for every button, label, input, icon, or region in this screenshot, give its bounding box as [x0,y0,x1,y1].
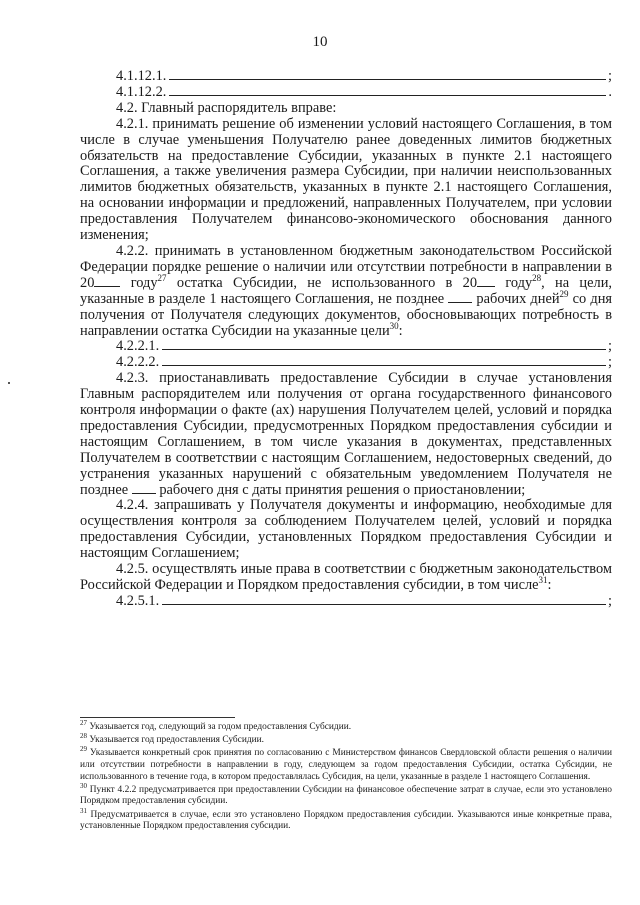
item-number: 4.2.2.2. [116,354,160,371]
paragraph-4-2-4: 4.2.4. запрашивать у Получателя документы и информацию, необходимые для осуществления контроля за соблюдением Получателем целей, условий и порядка предоставления Субсидии, установленных Порядком предоставления Субсидии и настоящим Соглашением; [80,497,612,562]
text-part: 4.2.5. осуществлять иные права в соответствии с бюджетным законодательством Российской Федерации и Порядком предоставления субсидии, в том числе [80,561,612,593]
footnote-text: Пункт 4.2.2 предусматривается при предоставлении Субсидии на финансовое обеспечение затрат в случае, если это установлено Порядком предоставления субсидии. [80,784,612,807]
paragraph-4-2-2 [80,244,612,339]
footnote [80,718,612,734]
text-part: остатка Субсидии, не использованного в 20 [166,274,478,291]
margin-mark [8,382,10,384]
footnote [80,732,612,747]
line-end: ; [608,68,612,84]
fill-in-rule [169,95,606,96]
footnote-text: Указывается год, следующий за годом предоставления Субсидии. [87,722,352,732]
text-part: : [398,322,403,339]
text-part: , на цели, указанные в разделе 1 настоящего Соглашения, не позднее [80,274,612,307]
footnote-text: Указывается конкретный срок принятия по согласованию с Министерством финансов Свердловской области решения о наличии или отсутствии потребности в направлении в году, следующем за годом предоставления Субсидии, остатка Субсидии, не использованного в течение года, в котором предоставлялась Субсидия, на цели, указанные в разделе 1 настоящего Соглашения. [80,748,612,782]
paragraph-4-2-3 [80,371,612,498]
fill-in-rule [162,365,606,366]
blank-line-4-2-5-1 [80,594,612,610]
line-end: ; [608,354,612,371]
year-blank [94,286,120,287]
page-number: 10 [312,34,328,50]
days-blank [132,493,156,494]
fill-in-rule [162,349,606,350]
footnotes [80,718,612,834]
text-part: 4.2.3. приостанавливать предоставление Субсидии в случае установления Главным распорядителем или получения от органа государственного финансового контроля информации о факте (ах) нарушения Получателем целей, условий и порядка предоставления Субсидии, предусмотренных Порядком предоставления субсидии и настоящим Соглашением, в том числе указания в документах, представленных Получателем в соответствии с настоящим Соглашением, недостоверных сведений, до устранения указанных нарушений с обязательным уведомлением Получателя не позднее [80,370,612,498]
footnote-text: Предусматривается в случае, если это установлено Порядком предоставления субсидии. Указываются иные конкретные права, установленные Порядком предоставления субсидии. [80,809,612,832]
paragraph-4-2-1: 4.2.1. принимать решение об изменении условий настоящего Соглашения, в том числе в случае уменьшения Получателю ранее доведенных лимитов бюджетных обязательств на предоставление Субсидии, указанных в пункте 2.1 настоящего Соглашения, а также увеличения размера Субсидии, при наличии неиспользованных лимитов бюджетных обязательств, указанных в пункте 2.1 настоящего Соглашения, на основании информации и предложений, направленных Получателем, при условии предоставления Получателем финансово-экономического обоснования данного изменения; [80,115,612,244]
footnote-ref-27: 27 [157,272,167,283]
footnote-divider [80,717,235,718]
footnote-ref-30: 30 [389,320,399,331]
blank-line-4-2-2-1 [80,339,612,355]
blank-line-4-1-12-1 [80,69,612,85]
footnote-text: Указывается год предоставления Субсидии. [87,735,265,746]
text-part: году [505,274,533,291]
fill-in-rule [162,604,606,605]
blank-line-4-2-2-2 [80,355,612,371]
text-part: году [130,274,158,291]
footnote-ref-28: 28 [532,272,542,283]
fill-in-rule [169,79,606,80]
text-part: 4.2.2. принимать в установленном бюджетным законодательством Российской Федерации порядке решение о наличии или отсутствии потребности в направлении в 20 [80,242,612,291]
footnote [80,806,612,833]
paragraph-4-2: 4.2. Главный распорядитель вправе: [116,99,337,116]
text-part: рабочих дней [472,290,560,307]
footnote-number: 29 [80,745,87,754]
footnote-number: 28 [80,732,87,741]
footnote [80,781,612,808]
item-number: 4.1.12.1. [116,68,167,84]
days-blank [448,302,472,303]
footnote-ref-31: 31 [538,575,548,586]
blank-line-4-1-12-2 [80,85,612,101]
footnote-number: 30 [80,781,87,790]
item-number: 4.2.2.1. [116,338,160,355]
footnote-ref-29: 29 [559,288,569,299]
paragraph-4-2-5 [80,562,612,594]
footnote-number: 31 [80,806,87,815]
line-end: ; [608,338,612,355]
footnote [80,745,612,783]
year-blank [477,286,495,287]
item-number: 4.2.5.1. [116,592,160,609]
document-body [80,69,612,610]
text-part: со дня получения от Получателя следующих документов, обосновывающих потребность в направлении остатка Субсидии на указанные цели [80,290,613,339]
line-end: ; [608,592,612,609]
text-part: : [547,577,552,593]
footnote-number: 27 [80,718,87,727]
text-part: рабочего дня с даты принятия решения о приостановлении; [155,481,526,498]
line-end: . [608,83,612,100]
item-number: 4.1.12.2. [116,83,167,100]
